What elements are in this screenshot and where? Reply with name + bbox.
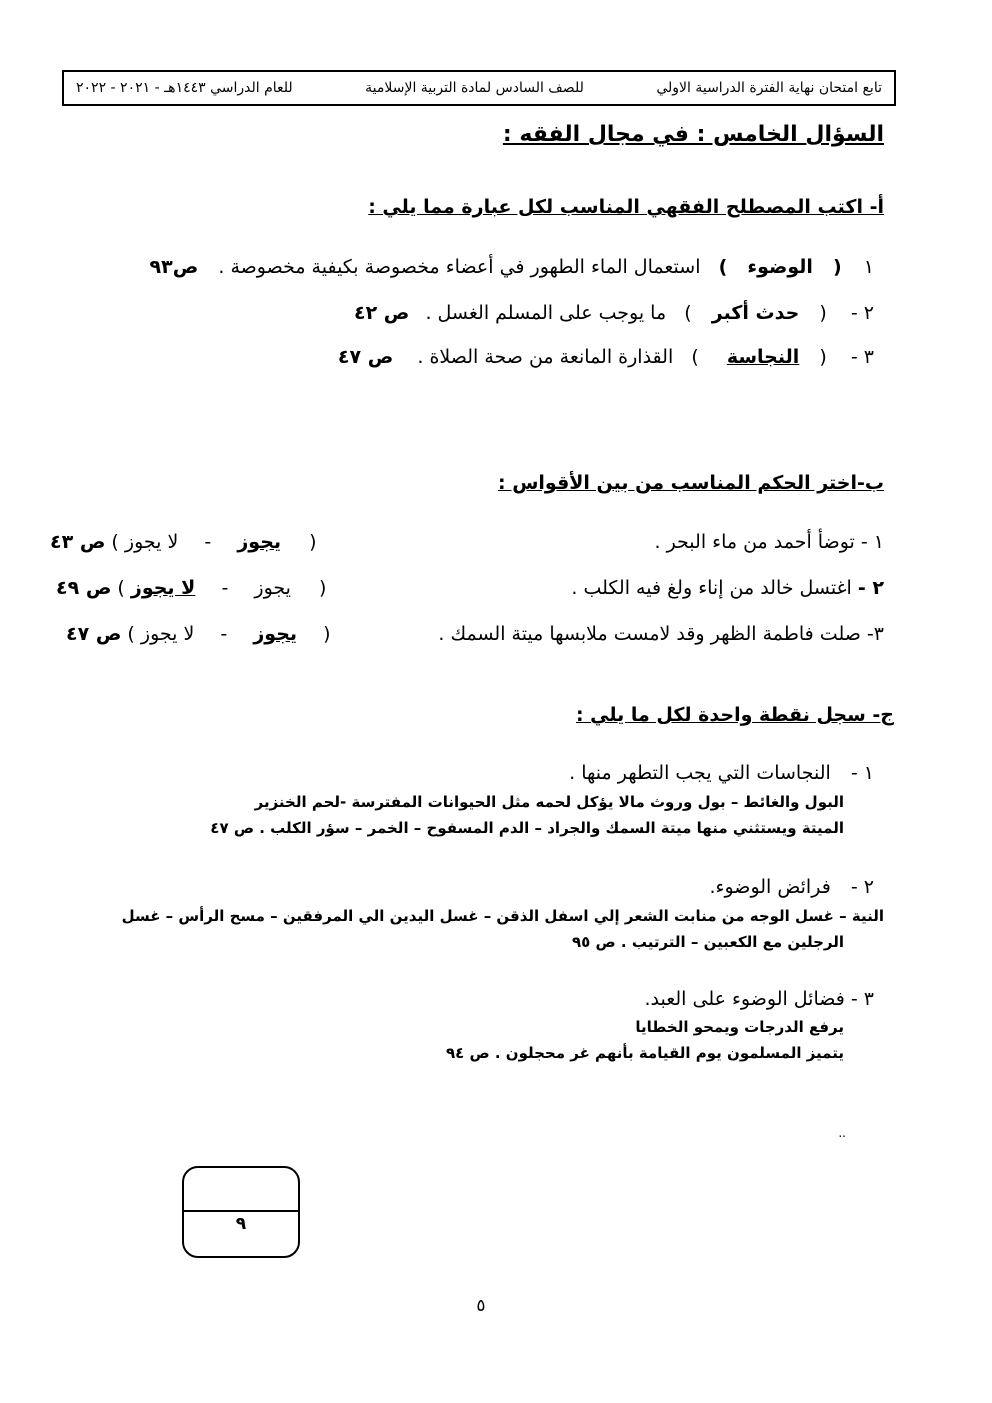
- section-b-item-3-statement: [438, 623, 884, 645]
- section-b-item-2-statement: [571, 577, 884, 599]
- item-close-paren: ): [718, 256, 728, 278]
- section-c-item-3-answer-line-2: يتميز المسلمون يوم القيامة بأنهم غر محجلون . ص ٩٤: [445, 1044, 844, 1062]
- exam-header: [62, 70, 896, 106]
- section-c-item-1-answer-line-1: البول والغائط – بول وروث مالا يؤكل لحمه مثل الحيوانات المفترسة -لحم الخنزير: [254, 793, 844, 811]
- item-open-paren: (: [833, 256, 842, 278]
- item-number: ٢ -: [850, 302, 874, 324]
- item-close-paren: ): [684, 302, 692, 324]
- header-exam-title: تابع امتحان نهاية الفترة الدراسية الاولي: [656, 80, 882, 96]
- section-a-item-1: [150, 256, 874, 278]
- item-number: ٣-: [866, 623, 884, 645]
- item-question: فرائض الوضوء.: [709, 876, 831, 898]
- section-a-item-3: [338, 346, 874, 368]
- section-b-title: ب-اختر الحكم المناسب من بين الأقواس :: [497, 472, 884, 494]
- section-c-item-3-question: [644, 988, 874, 1010]
- score-divider: [184, 1210, 298, 1212]
- choice-option-1: يجوز: [237, 531, 282, 553]
- item-open-paren: (: [819, 302, 827, 324]
- item-open-paren: (: [819, 346, 827, 368]
- section-c-item-3-answer-line-1: يرفع الدرجات ويمحو الخطايا: [635, 1018, 844, 1036]
- item-text: ما يوجب على المسلم الغسل .: [425, 302, 667, 324]
- item-question: النجاسات التي يجب التطهر منها .: [569, 762, 831, 784]
- header-grade-subject: للصف السادس لمادة التربية الإسلامية: [365, 80, 584, 96]
- choice-separator: -: [204, 531, 212, 553]
- item-page-ref: ص ٤٢: [353, 302, 410, 324]
- section-a-title: أ- اكتب المصطلح الفقهي المناسب لكل عبارة مما يلي :: [368, 196, 884, 218]
- item-text: القذارة المانعة من صحة الصلاة .: [417, 346, 674, 368]
- section-c-item-1-answer-line-2: الميتة ويستثني منها ميتة السمك والجراد – الدم المسفوح – الخمر – سؤر الكلب . ص ٤٧: [210, 819, 844, 837]
- choice-option-2: لا يجوز: [140, 623, 195, 645]
- choice-option-2: لا يجوز: [130, 577, 196, 599]
- item-page-ref: ص ٤٧: [337, 346, 394, 368]
- choice-option-1: يجوز: [253, 623, 298, 645]
- item-text: اغتسل خالد من إناء ولغ فيه الكلب .: [571, 577, 852, 599]
- stray-mark: ..: [838, 1126, 846, 1140]
- header-year: للعام الدراسي ١٤٤٣هـ - ٢٠٢١ - ٢٠٢٢: [76, 80, 293, 96]
- section-c-item-1-question: [569, 762, 874, 784]
- item-page-ref: ص ٤٣: [50, 531, 106, 553]
- item-number: ٣ -: [850, 346, 874, 368]
- section-c-item-2-question: [710, 876, 874, 898]
- choice-option-2: لا يجوز: [124, 531, 179, 553]
- choice-separator: -: [220, 623, 228, 645]
- item-page-ref: ص ٤٧: [66, 623, 122, 645]
- section-b-item-1-choices: ( يجوز - لا يجوز ) ص ٤٣: [50, 531, 317, 553]
- section-b-item-3-choices: ( يجوز - لا يجوز ) ص ٤٧: [66, 623, 331, 645]
- item-number: ١ -: [850, 762, 874, 784]
- section-a-item-2: [354, 302, 874, 324]
- question-title: السؤال الخامس : في مجال الفقه :: [502, 122, 884, 147]
- choice-separator: -: [221, 577, 229, 599]
- item-text: توضأ أحمد من ماء البحر .: [654, 531, 855, 553]
- item-term: النجاسة: [726, 346, 800, 368]
- choice-option-1: يجوز: [254, 577, 291, 599]
- item-question: فضائل الوضوء على العبد.: [644, 988, 845, 1010]
- item-page-ref: ص ٤٩: [56, 577, 112, 599]
- item-text: استعمال الماء الطهور في أعضاء مخصوصة بكيفية مخصوصة .: [218, 256, 701, 278]
- item-number: ٣ -: [850, 988, 874, 1010]
- item-page-ref: ص٩٣: [149, 256, 199, 278]
- item-term: الوضوء: [747, 256, 813, 278]
- section-c-title: ج- سجل نقطة واحدة لكل ما يلي :: [575, 704, 894, 726]
- item-close-paren: ): [691, 346, 699, 368]
- item-number: ٢ -: [857, 577, 884, 599]
- item-number: ٢ -: [850, 876, 874, 898]
- score-value: ٩: [235, 1214, 247, 1234]
- item-number: ١: [863, 256, 874, 278]
- item-text: صلت فاطمة الظهر وقد لامست ملابسها ميتة السمك .: [438, 623, 861, 645]
- score-box: [182, 1166, 300, 1258]
- page-number: ٥: [476, 1296, 486, 1316]
- item-number: ١ -: [860, 531, 884, 553]
- section-b-item-2-choices: ( يجوز - لا يجوز ) ص ٤٩: [56, 577, 327, 599]
- section-b-item-1-statement: [654, 531, 884, 553]
- section-c-item-2-answer-line-2: الرجلين مع الكعبين – الترتيب . ص ٩٥: [571, 933, 844, 951]
- item-term: حدث أكبر: [711, 302, 800, 324]
- section-c-item-2-answer-line-1: النية – غسل الوجه من منابت الشعر إلي اسفل الذقن – غسل اليدين الي المرفقين – مسح الرأس – غسل: [121, 907, 884, 925]
